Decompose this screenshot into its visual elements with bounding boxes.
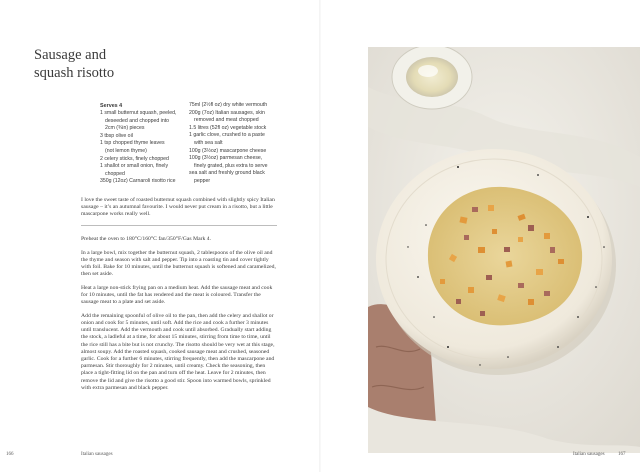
ingredient-line: removed and meat chopped xyxy=(194,117,259,124)
ingredient-item xyxy=(189,102,285,110)
ingredient-line: 100g (3½oz) mascarpone cheese xyxy=(189,147,267,154)
glass-highlight xyxy=(418,65,438,77)
ingredient-line: deseeded and chopped into xyxy=(105,117,170,124)
ingredient-item xyxy=(189,125,285,133)
ingredient-line: 1 shallot or small onion, finely xyxy=(100,163,169,170)
method-step: Add the remaining spoonful of olive oil to the pan, then add the celery and shallot or onion and cook for 5 minutes, until soft. Add the rice and cook a further 3 minutes until translucent. Add the vermouth and cook until absorbed. Gradually start adding the stock, a ladleful at a time, for about 15 minutes, stirring from time to time, until the rice still has a bite but is not crunchy. The risotto should be very wet at this stage, almost soupy. Add the roasted squash, cooked sausage meat and crushed, seasoned garlic. Cook for a further 6 minutes, stirring frequently, then add the mascarpone and parmesan. Stir thoroughly for 2 minutes, until creamy. Check the seasoning, then place a tight-fitting lid on the pan and turn off the heat. Leave for 2 minutes, then remove the lid and give the risotto a good stir. Spoon into warmed bowls, sprinkled with extra parmesan and black pepper. xyxy=(81,312,275,391)
ingredient-item xyxy=(100,110,192,133)
page-number-right: 167 xyxy=(618,452,626,457)
recipe-title-line-1: Sausage and xyxy=(34,47,107,63)
wine-glass xyxy=(392,47,472,109)
ingredient-line: 2cm (¾in) pieces xyxy=(105,125,145,132)
ingredient-line: sea salt and freshly ground black xyxy=(189,170,265,177)
ingredient-item xyxy=(100,140,192,155)
ingredient-line: (not lemon thyme) xyxy=(105,147,147,154)
recipe-method xyxy=(81,236,277,398)
risotto-photo-illustration xyxy=(368,47,640,453)
ingredients-column-right xyxy=(189,102,285,186)
white-wine xyxy=(406,57,458,97)
ingredient-line: 100g (3½oz) parmesan cheese, xyxy=(189,155,263,162)
recipe-intro: I love the sweet taste of roasted butternut squash combined with slightly spicy Italian sausage – it’s an autumnal favourite. I would never put cream in a risotto, but a little mascarpone works really well. xyxy=(81,197,275,218)
ingredient-item xyxy=(100,133,192,141)
ingredient-line: 3 tbsp olive oil xyxy=(100,132,133,139)
running-footer-left: Italian sausages xyxy=(81,452,113,457)
serves-label: Serves 4 xyxy=(100,103,123,109)
ingredient-item xyxy=(189,132,285,147)
method-step: Heat a large non-stick frying pan on a medium heat. Add the sausage meat and cook for 10 minutes, until the fat has rendered and the meat is coloured. Transfer the sausage meat to a plate and set aside. xyxy=(81,284,273,306)
method-step: In a large bowl, mix together the butternut squash, 2 tablespoons of the olive oil and the thyme and season with salt and pepper. Tip into a roasting tin and cover tightly with foil. Bake for 10 minutes, until the butternut squash is softened and caramelized, then set aside. xyxy=(81,249,276,278)
ingredient-item xyxy=(100,163,192,178)
ingredient-line: finely grated, plus extra to serve xyxy=(194,162,268,169)
recipe-title xyxy=(34,46,234,82)
method-step: Preheat the oven to 180°C/160°C fan/350°F/Gas Mark 4. xyxy=(81,236,212,242)
ingredient-line: 200g (7oz) Italian sausages, skin xyxy=(189,109,265,116)
ingredient-line: chopped xyxy=(105,170,125,177)
running-footer-right: Italian sausages xyxy=(573,452,605,457)
ingredient-line: 2 celery sticks, finely chopped xyxy=(100,155,169,162)
ingredient-line: with sea salt xyxy=(194,139,223,146)
risotto-photo xyxy=(368,47,640,453)
ingredient-item xyxy=(189,110,285,125)
ingredient-line: 1.5 litres (52fl oz) vegetable stock xyxy=(189,124,267,131)
ingredient-item xyxy=(189,170,285,185)
ingredient-line: 1 garlic clove, crushed to a paste xyxy=(189,132,265,139)
ingredient-line: pepper xyxy=(194,177,211,184)
ingredient-item xyxy=(100,178,192,186)
ingredient-line: 350g (12oz) Carnaroli risotto rice xyxy=(100,178,176,185)
section-divider xyxy=(81,225,277,226)
recipe-title-line-2: squash risotto xyxy=(34,65,115,81)
page-number-left: 166 xyxy=(6,452,14,457)
ingredient-item xyxy=(100,156,192,164)
page-gutter xyxy=(319,0,321,472)
ingredient-item xyxy=(189,155,285,170)
ingredients-column-left xyxy=(100,102,192,186)
ingredient-line: 75ml (2½fl oz) dry white vermouth xyxy=(189,102,268,108)
ingredient-line: 1 small butternut squash, peeled, xyxy=(100,110,177,116)
ingredient-line: 1 tsp chopped thyme leaves xyxy=(100,140,165,147)
